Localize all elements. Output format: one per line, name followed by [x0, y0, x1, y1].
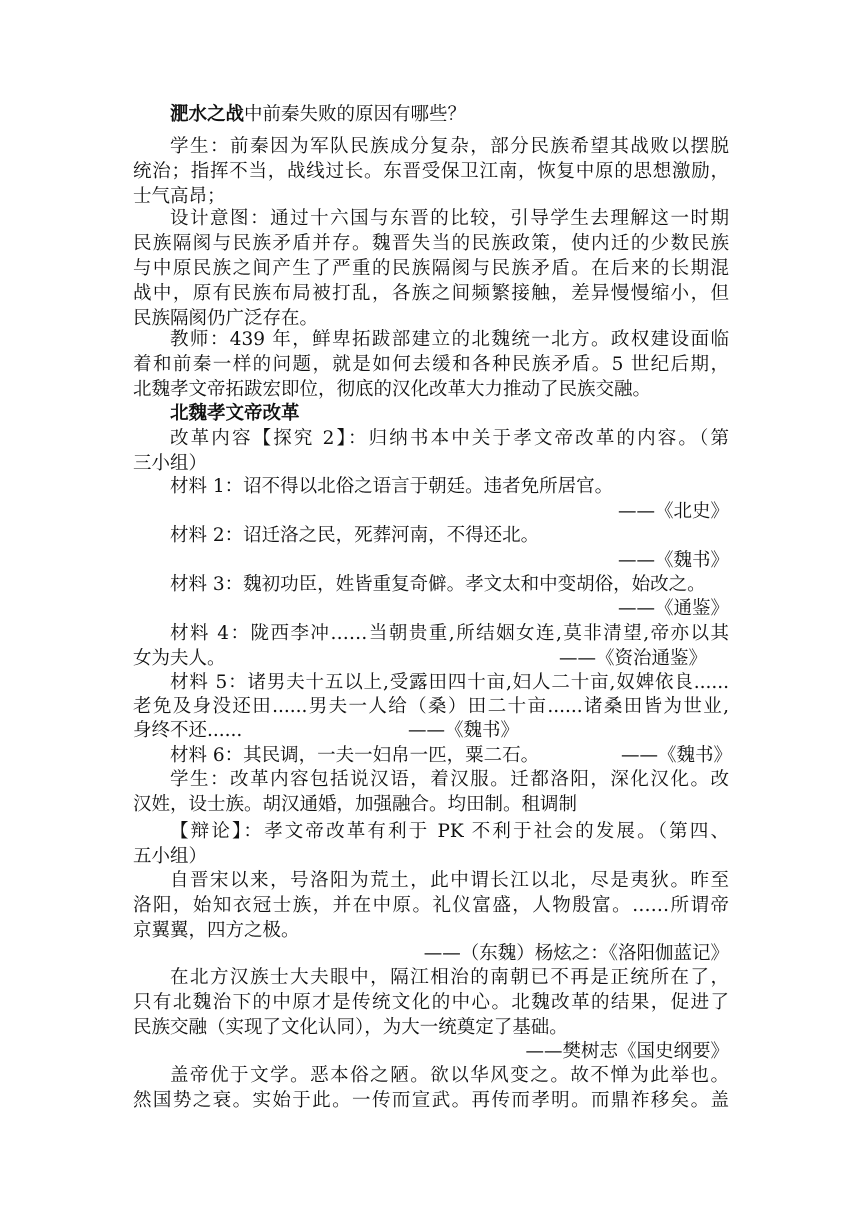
quote-1-line: 洛阳，始知衣冠士族，并在中原。礼仪富盛，人物殷富。……所谓帝 [133, 895, 729, 916]
material-4-source: ——《资治通鉴》 [559, 648, 708, 669]
material-3-source: ——《通鉴》 [617, 598, 729, 619]
student-summary-line: 汉姓，设士族。胡汉通婚，加强融合。均田制。租调制 [133, 794, 578, 815]
design-intent-line: 战中，原有民族布局被打乱，各族之间频繁接触，差异慢慢缩小，但 [133, 283, 729, 304]
material-5-line: 老免及身没还田......男夫一人给（桑）田二十亩......诸桑田皆为世业, [133, 696, 729, 717]
design-intent-line: 民族隔阂仍广泛存在。 [133, 308, 319, 329]
teacher-line: 北魏孝文帝拓跋宏即位，彻底的汉化改革大力推动了民族交融。 [133, 379, 652, 400]
design-intent-line: 设计意图：通过十六国与东晋的比较，引导学生去理解这一时期 [170, 208, 729, 229]
quote-2-source: ——樊树志《国史纲要》 [525, 1041, 729, 1062]
quote-1-source: ——（东魏）杨炫之：《洛阳伽蓝记》 [423, 943, 729, 964]
material-6-source: ——《魏书》 [621, 745, 733, 766]
reform-task-line: 改革内容【探究 2】：归纳书本中关于孝文帝改革的内容。（第 [170, 428, 729, 449]
debate-line: 五小组） [133, 846, 208, 867]
design-intent-line: 与中原民族之间产生了严重的民族隔阂与民族矛盾。在后来的长期混 [133, 258, 729, 279]
teacher-line: 着和前秦一样的问题，就是如何去缓和各种民族矛盾。5 世纪后期， [133, 354, 729, 375]
material-5-source: ——《魏书》 [408, 720, 520, 741]
quote-2-line: 只有北魏治下的中原才是传统文化的中心。北魏改革的结果，促进了 [133, 992, 729, 1013]
quote-2-line: 在北方汉族士大夫眼中，隔江相治的南朝已不再是正统所在了， [170, 967, 729, 988]
material-5-line: 身终不还...... [133, 720, 243, 741]
quote-1-line: 自晋宋以来，号洛阳为荒土，此中谓长江以北，尽是夷狄。昨至 [170, 870, 729, 891]
debate-line: 【辩论】：孝文帝改革有利于 PK 不利于社会的发展。（第四、 [170, 821, 729, 842]
material-2: 材料 2：诏迁洛之民，死葬河南，不得还北。 [170, 525, 540, 546]
section-heading: 北魏孝文帝改革 [170, 403, 300, 424]
battle-name-bold: 淝水之战 [170, 104, 245, 125]
material-1-source: ——《北史》 [617, 501, 729, 522]
material-3: 材料 3：魏初功臣，姓皆重复奇僻。孝文太和中变胡俗，始改之。 [170, 574, 706, 595]
quote-1-line: 京翼翼，四方之极。 [133, 920, 300, 941]
design-intent-line: 民族隔阂与民族矛盾并存。魏晋失当的民族政策，使内迁的少数民族 [133, 233, 729, 254]
material-4-line: 材料 4：陇西李冲……当朝贵重,所结姻女连,莫非清望,帝亦以其 [170, 623, 729, 644]
teacher-line: 教师：439 年，鲜卑拓跋部建立的北魏统一北方。政权建设面临 [170, 329, 729, 350]
question-line [170, 103, 729, 127]
material-5-line: 材料 5：诸男夫十五以上,受露田四十亩,妇人二十亩,奴婢依良...... [170, 672, 729, 693]
material-2-source: ——《魏书》 [617, 550, 729, 571]
student-summary-line: 学生：改革内容包括说汉语，着汉服。迁都洛阳，深化汉化。改 [170, 769, 729, 790]
reform-task-line: 三小组） [133, 453, 208, 474]
quote-2-line: 民族交融（实现了文化认同），为大一统奠定了基础。 [133, 1017, 568, 1038]
quote-3-line: 盖帝优于文学。恶本俗之陋。欲以华风变之。故不惮为此举也。 [170, 1065, 729, 1086]
material-6: 材料 6：其民调，一夫一妇帛一匹，粟二石。 [170, 745, 540, 766]
student-answer-line: 学生：前秦因为军队民族成分复杂，部分民族希望其战败以摆脱 [170, 136, 729, 157]
material-4-line: 女为夫人。 [133, 648, 226, 669]
student-answer-line: 士气高昂； [133, 186, 226, 207]
material-1: 材料 1：诏不得以北俗之语言于朝廷。违者免所居官。 [170, 476, 614, 497]
quote-3-line: 然国势之衰。实始于此。一传而宣武。再传而孝明。而鼎祚移矣。盖 [133, 1090, 729, 1111]
student-answer-line: 统治；指挥不当，战线过长。东晋受保卫江南，恢复中原的思想激励， [133, 161, 729, 182]
question-text: 中前秦失败的原因有哪些？ [244, 104, 467, 125]
